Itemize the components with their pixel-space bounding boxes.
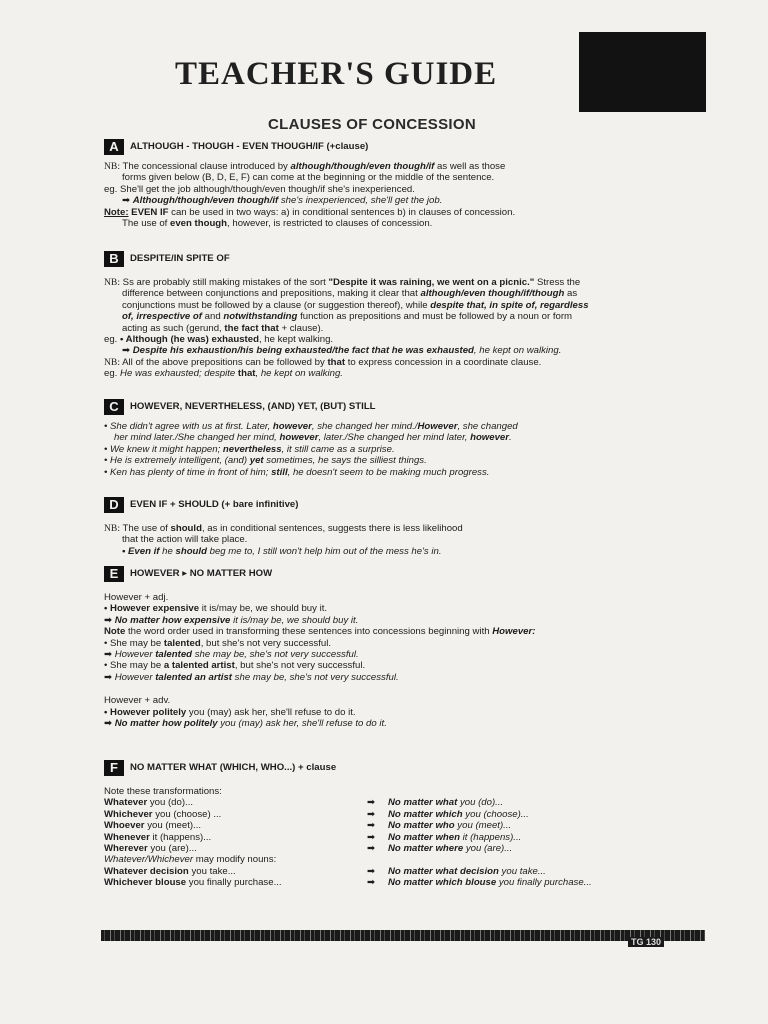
- text: it (happens)...: [149, 831, 212, 843]
- text: , as in conditional sentences, suggests there is less likelihood: [201, 523, 463, 534]
- text: you (are)...: [147, 843, 197, 855]
- section-f: [104, 760, 664, 889]
- section-title: EVEN IF + SHOULD (+ bare infinitive): [130, 499, 299, 511]
- section-letter: A: [104, 139, 124, 155]
- transformation-row: [104, 797, 664, 808]
- section-e: [104, 566, 664, 729]
- text: , however, is restricted to clauses of concession.: [227, 218, 433, 230]
- example-line: [104, 638, 664, 649]
- text: He was exhausted; despite: [120, 368, 238, 380]
- example-line: [104, 615, 664, 626]
- text: you finally purchase...: [186, 877, 282, 889]
- original-form: [104, 809, 354, 820]
- example-line: [104, 184, 664, 195]
- text: that: [237, 368, 256, 380]
- nb-line: that the action will take place.: [122, 534, 248, 546]
- text: although/even though/if/though: [420, 288, 565, 300]
- text: All of the above prepositions can be followed by: [122, 356, 328, 368]
- arrow-icon: ➡: [366, 865, 376, 877]
- text: the fact that: [224, 322, 279, 334]
- text: her mind later./She changed her mind,: [114, 432, 280, 444]
- text: as well as those: [434, 161, 506, 172]
- text: the word order used in transforming these sentences into concessions beginning with: [125, 626, 493, 638]
- original-form: [104, 797, 354, 808]
- note-line: [104, 626, 664, 637]
- arrow-icon: ➡: [366, 843, 376, 855]
- arrow-icon: ➡: [122, 195, 131, 207]
- section-title: HOWEVER, NEVERTHELESS, (AND) YET, (BUT) STILL: [130, 401, 376, 413]
- text: , he doesn't seem to be making much progress.: [287, 466, 490, 478]
- text: you take...: [498, 865, 546, 877]
- text: .: [509, 432, 512, 444]
- original-form: [104, 866, 354, 877]
- text: although/though/even though/if: [290, 161, 435, 172]
- note-line: [104, 218, 664, 229]
- nb-line: [104, 277, 664, 288]
- text: She'll get the job although/though/even though/if she's inexperienced.: [120, 183, 415, 195]
- text: • He is extremely intelligent, (and): [104, 455, 250, 467]
- subheading: However + adj.: [104, 592, 169, 603]
- text: Whichever: [104, 808, 153, 820]
- eg-label: eg.: [104, 183, 118, 195]
- text: , he kept on walking.: [473, 345, 562, 357]
- note-line: [104, 207, 664, 218]
- transformation-row: [104, 843, 664, 854]
- transformed-form: [388, 843, 658, 854]
- example-line: [104, 368, 664, 379]
- transformed-form: [388, 797, 658, 808]
- text: you (may) ask her, she'll refuse to do it.: [186, 706, 356, 718]
- section-title: HOWEVER ▸ NO MATTER HOW: [130, 568, 273, 580]
- transformation-list: [104, 797, 664, 854]
- text: ➡ However: [104, 671, 156, 683]
- text: • However expensive: [104, 603, 200, 615]
- section-letter: F: [104, 760, 124, 776]
- text: ➡ No matter how politely: [104, 718, 218, 730]
- arrow-icon: ➡: [366, 808, 376, 820]
- text: acting as such (gerund,: [122, 322, 225, 334]
- text: talented an artist: [155, 671, 233, 683]
- text: The concessional clause introduced by: [122, 161, 291, 172]
- nb-label: NB:: [104, 161, 120, 172]
- text: sometimes, he says the silliest things.: [263, 455, 427, 467]
- text: as: [564, 288, 578, 300]
- text: even though: [170, 218, 228, 230]
- text: , but she's not very successful.: [200, 637, 332, 649]
- text: Whatever: [104, 797, 148, 809]
- text: "Despite it was raining, we went on a picnic.": [328, 277, 535, 288]
- transformation-row: [104, 820, 664, 831]
- text: , it still came as a surprise.: [281, 443, 395, 455]
- text: a talented artist: [163, 660, 235, 672]
- text: function as prepositions and must be followed by a noun or form: [297, 311, 573, 323]
- page-subtitle: CLAUSES OF CONCESSION: [268, 116, 476, 133]
- section-title: ALTHOUGH - THOUGH - EVEN THOUGH/IF (+clause): [130, 141, 369, 153]
- text: it is/may be, we should buy it.: [230, 614, 359, 626]
- text: No matter which blouse: [388, 877, 497, 889]
- bullet-line: [104, 421, 664, 432]
- text: Wherever: [104, 843, 148, 855]
- arrow-icon: ➡: [122, 345, 131, 357]
- example-line: [104, 603, 664, 614]
- text: No matter when: [388, 831, 460, 843]
- intro-line: Note these transformations:: [104, 786, 222, 797]
- example-line: [104, 334, 664, 345]
- transformed-form: [388, 809, 658, 820]
- text: However:: [492, 626, 536, 638]
- text: you (meet)...: [454, 820, 512, 832]
- nb-line: [104, 288, 664, 299]
- arrow-icon: ➡: [366, 831, 376, 843]
- example-line: [104, 660, 664, 671]
- text: Note: [104, 626, 126, 638]
- section-letter: E: [104, 566, 124, 582]
- section-d-heading: [104, 497, 664, 513]
- text: • She didn't agree with us at first. Later,: [104, 421, 273, 432]
- nb-line: [104, 357, 664, 368]
- text: you (meet)...: [144, 820, 202, 832]
- text: yet: [249, 455, 264, 467]
- text: however: [272, 421, 312, 432]
- example-line: [104, 672, 664, 683]
- eg-label: eg.: [104, 334, 118, 346]
- text: • She may be: [104, 637, 164, 649]
- section-title: DESPITE/IN SPITE OF: [130, 253, 230, 265]
- transformed-form: [388, 832, 658, 843]
- text: difference between conjunctions and prepositions, making it clear that: [122, 288, 421, 300]
- note-line: [104, 854, 664, 865]
- original-form: [104, 820, 354, 831]
- original-form: [104, 877, 354, 888]
- section-c: [104, 399, 664, 478]
- text: , later./She changed her mind later,: [318, 432, 471, 444]
- section-b-heading: [104, 251, 664, 267]
- text: talented: [155, 649, 193, 661]
- text: you (do)...: [457, 797, 504, 809]
- transformed-form: [388, 866, 658, 877]
- example-line: [104, 345, 664, 356]
- text: should: [175, 545, 207, 557]
- text: , he kept walking.: [258, 334, 334, 346]
- nb-line: [104, 161, 664, 172]
- note-label: Note:: [104, 206, 129, 218]
- arrow-icon: ➡: [366, 820, 376, 832]
- text: of, irrespective of: [122, 311, 202, 323]
- section-f-heading: [104, 760, 664, 776]
- text: she may be, she's not very successful.: [232, 671, 399, 683]
- text: , but she's not very successful.: [234, 660, 366, 672]
- text: • However politely: [104, 706, 187, 718]
- text: No matter where: [388, 843, 464, 855]
- bullet-line: [104, 467, 664, 478]
- text: notwithstanding: [223, 311, 298, 323]
- transformation-list: [104, 866, 664, 889]
- text: you take...: [188, 865, 236, 877]
- text: however: [470, 432, 510, 444]
- eg-label: eg.: [104, 368, 118, 380]
- bullet-line: [104, 455, 664, 466]
- nb-line: [104, 523, 664, 534]
- transformation-row: [104, 809, 664, 820]
- text: may modify nouns:: [193, 854, 277, 866]
- text: EVEN IF: [128, 206, 169, 218]
- text: he: [159, 545, 176, 557]
- original-form: [104, 832, 354, 843]
- text: , he kept on walking.: [255, 368, 343, 380]
- example-line: [104, 707, 664, 718]
- text: Whenever: [104, 831, 150, 843]
- page-title: TEACHER'S GUIDE: [175, 56, 498, 92]
- original-form: [104, 843, 354, 854]
- text: Although/though/even though/if: [132, 195, 279, 207]
- section-a: [104, 139, 664, 229]
- section-c-heading: [104, 399, 664, 415]
- nb-line: forms given below (B, D, E, F) can come at the beginning or the middle of the sentence.: [122, 172, 495, 184]
- text: you (choose) ...: [152, 808, 222, 820]
- transformation-row: [104, 866, 664, 877]
- text: Whatever/Whichever: [104, 854, 194, 866]
- nb-line: [104, 311, 664, 322]
- text: talented: [163, 637, 201, 649]
- text: and: [201, 311, 224, 323]
- text: • Ken has plenty of time in front of him;: [104, 466, 272, 478]
- text: nevertheless: [222, 443, 282, 455]
- text: No matter who: [388, 820, 455, 832]
- text: you (are)...: [463, 843, 513, 855]
- transformed-form: [388, 820, 658, 831]
- arrow-icon: ➡: [366, 797, 376, 809]
- text: she's inexperienced, she'll get the job.: [278, 195, 443, 207]
- transformation-row: [104, 832, 664, 843]
- text: to express concession in a coordinate clause.: [345, 356, 542, 368]
- text: she may be, she's not very successful.: [192, 649, 359, 661]
- nb-line: [104, 323, 664, 334]
- section-a-heading: [104, 139, 664, 155]
- text: No matter what: [388, 797, 458, 809]
- footer-bar: [101, 930, 705, 941]
- text: can be used in two ways: a) in conditional sentences b) in clauses of concession.: [168, 206, 516, 218]
- text: you (may) ask her, she'll refuse to do it.: [217, 718, 387, 730]
- text: should: [170, 523, 202, 534]
- section-e-heading: [104, 566, 664, 582]
- example-line: [104, 195, 664, 206]
- text: + clause).: [278, 322, 324, 334]
- section-d: [104, 497, 664, 557]
- text: Whoever: [104, 820, 145, 832]
- text: Ss are probably still making mistakes of the sort: [122, 277, 329, 288]
- text: you (choose)...: [462, 808, 529, 820]
- text: However: [417, 421, 458, 432]
- text: The use of: [122, 218, 170, 230]
- example-line: [104, 649, 664, 660]
- nb-label: NB:: [104, 523, 120, 534]
- text: Whatever decision: [104, 865, 189, 877]
- section-title: NO MATTER WHAT (WHICH, WHO...) + clause: [130, 762, 337, 774]
- text: you (do)...: [147, 797, 194, 809]
- transformation-row: [104, 877, 664, 888]
- text: it is/may be, we should buy it.: [199, 603, 328, 615]
- text: • She may be: [104, 660, 164, 672]
- section-letter: D: [104, 497, 124, 513]
- text: however: [279, 432, 319, 444]
- subheading: However + adv.: [104, 695, 171, 707]
- text: • Even if: [122, 545, 160, 557]
- text: Whichever blouse: [104, 877, 187, 889]
- page-number: TG 130: [628, 937, 664, 947]
- arrow-icon: ➡: [366, 877, 376, 889]
- text: beg me to, I still won't help him out of the mess he's in.: [206, 545, 442, 557]
- text: • We knew it might happen;: [104, 443, 223, 455]
- transformed-form: [388, 877, 658, 888]
- text: No matter which: [388, 808, 463, 820]
- text: • Although (he was) exhausted: [120, 334, 259, 346]
- section-letter: B: [104, 251, 124, 267]
- nb-line: [104, 300, 664, 311]
- text: , she changed her mind./: [311, 421, 418, 432]
- text: still: [271, 466, 288, 478]
- example-line: [104, 546, 664, 557]
- text: despite that, in spite of, regardless: [430, 299, 589, 311]
- text: it (happens)...: [459, 831, 522, 843]
- text: ➡ No matter how expensive: [104, 614, 231, 626]
- black-corner-block: [579, 32, 706, 112]
- bullet-line: [104, 432, 664, 443]
- text: , she changed: [457, 421, 518, 432]
- text: you finally purchase...: [496, 877, 592, 889]
- text: No matter what decision: [388, 865, 499, 877]
- text: Stress the: [534, 277, 581, 288]
- example-line: [104, 718, 664, 729]
- nb-label: NB:: [104, 277, 120, 288]
- nb-label: NB:: [104, 356, 120, 368]
- text: The use of: [122, 523, 171, 534]
- text: ➡ However: [104, 649, 156, 661]
- text: Despite his exhaustion/his being exhausted/the fact that he was exhausted: [132, 345, 474, 357]
- section-letter: C: [104, 399, 124, 415]
- text: conjunctions must be followed by a clause (or suggestion thereof), while: [122, 299, 431, 311]
- bullet-line: [104, 444, 664, 455]
- text: that: [327, 356, 346, 368]
- section-b: [104, 251, 664, 380]
